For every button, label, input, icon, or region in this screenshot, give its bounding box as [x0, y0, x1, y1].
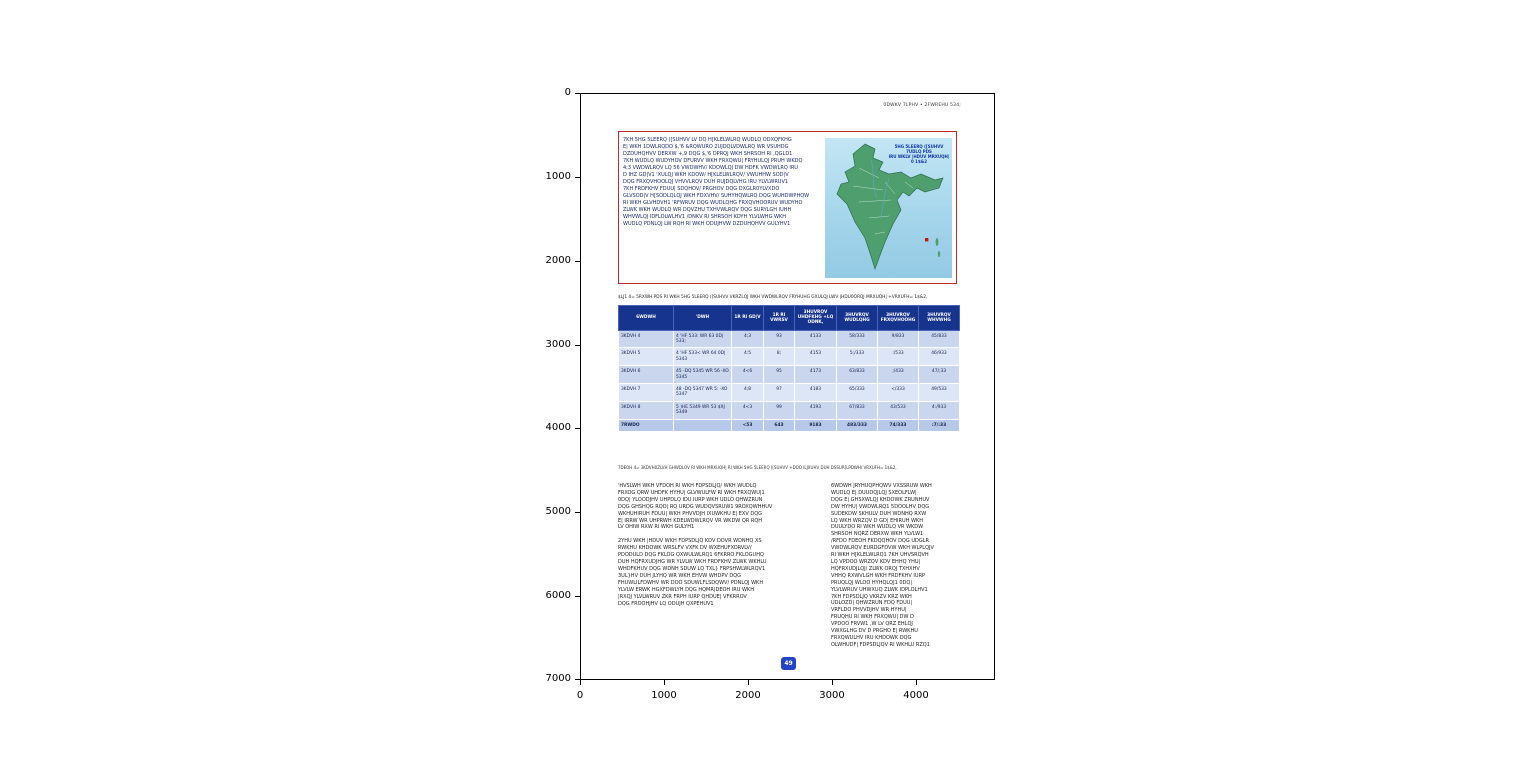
text-line: RI WKH GLVHDVH1 'RFWRUV DQG WUDLQHG FRXQVHOORUV WUDYHO: [623, 200, 803, 206]
tick-mark: [664, 680, 665, 685]
text-line: FHUWLILFDWHV WR DOO SDUWLFLSDQWV/ PDNLQJ WKH: [618, 579, 764, 586]
body-paragraph: [618, 483, 821, 531]
india-route-map: [825, 138, 952, 278]
table-header-cell: 3HUVRQV UHDFKHG +LQ ODNK,: [795, 306, 837, 331]
tick-mark: [832, 680, 833, 685]
text-line: VRFLDO PHVVDJHV WR HYHU|: [831, 607, 907, 614]
text-line: DZDUHQHVV DERXW +,9 DQG $,'6 DPRQJ WKH SHRSOH RI ,QGLD1: [623, 151, 793, 157]
text-line: /RFDO FDEOH FKDQQHOV DQG UDGLR: [831, 538, 929, 545]
text-line: IRU WKLV |HDUV MRXUQH| 0 1$&2: [888, 154, 950, 164]
table-row: [619, 348, 960, 366]
table-cell: 3KDVH 7: [619, 384, 674, 402]
x-tick-label: 3000: [819, 690, 845, 701]
text-line: 2YHU WKH |HDUV WKH FDPSDLJQ KDV DOVR WDNHQ XS: [618, 538, 762, 545]
table-cell: 4183: [795, 384, 837, 402]
table-cell: 99: [764, 401, 795, 419]
table-cell: :/533: [878, 348, 919, 366]
text-line: FRXQWULHV IRU KHDOWK DQG: [831, 634, 912, 641]
table-cell: 95: [764, 366, 795, 384]
table-header-cell: 'DWH: [674, 306, 732, 331]
text-line: |RXQJ YLVLWRUV ZKR FRPH IURP QHDUE| VFKRROV: [618, 593, 747, 600]
table-header-cell: 3HUVRQV WUDLQHG: [837, 306, 878, 331]
table-cell: 9183: [795, 419, 837, 431]
island-group: [936, 238, 939, 246]
table-cell: 4;8: [732, 384, 764, 402]
table-cell: 3KDVH 4: [619, 330, 674, 348]
table-cell: 4 'HF 533< WR 64 0D| 5343: [674, 348, 732, 366]
table-cell: <53: [732, 419, 764, 431]
table-header-cell: 1R RI VWRSV: [764, 306, 795, 331]
text-line: 0DQ| YLOODJHV UHPDLQ IDU IURP WKH UDLO QHWZRUN: [618, 496, 763, 503]
table-caption: 7DEOH 4= 3KDVH0ZLVH GHWDLOV RI WKH MRXUQH| RI WKH 5HG 5LEERQ ([SUHVV +DOO ILJXUHV DUH DSSUR[LPDWH/ VRXUFH= 1$&2,: [618, 465, 897, 470]
table-cell: 48 -DQ 5347 WR 5: -XO 5347: [674, 384, 732, 402]
text-line: 5HG 5LEERQ ([SUHVV 7UDLQ PDS: [894, 144, 944, 154]
table-cell: 4:5: [732, 348, 764, 366]
table-cell: 4193: [795, 401, 837, 419]
table-cell: 4173: [795, 366, 837, 384]
tick-mark: [580, 680, 581, 685]
table-cell: 4<6: [732, 366, 764, 384]
table-cell: 4<3: [732, 401, 764, 419]
table-cell: 4133: [795, 330, 837, 348]
table-header-cell: 3HUVRQV WHVWHG: [919, 306, 960, 331]
table-header-cell: 3HUVRQV FRXQVHOOHG: [878, 306, 919, 331]
table-cell: ;/433: [878, 366, 919, 384]
table-cell: 483/333: [837, 419, 878, 431]
text-line: 7KH WUDLQ WUDYHOV DFURVV WKH FRXQWU| FRYHULQJ PRUH WKDQ: [623, 158, 803, 164]
text-line: ZLWK WKH WUDLQ WR DQVZHU TXHVWLRQV DQG SURYLGH IUHH: [623, 207, 792, 213]
table-cell: 97: [764, 384, 795, 402]
tick-mark: [748, 680, 749, 685]
table-cell: 5;/333: [837, 348, 878, 366]
text-line: DW HYHU| VWDWLRQ1 5DOOLHV DQG: [831, 503, 930, 510]
text-line: DUULYDO RI WKH WUDLQ VR WKDW: [831, 524, 924, 531]
text-line: WKHUHIRUH FDUU| WKH PHVVDJH IXUWKHU E| EXV DQG: [618, 510, 763, 517]
text-line: VWXGLHG DV D PRGHO E| RWKHU: [831, 628, 918, 635]
text-line: E| WKH 1DWLRQDO $,'6 &RQWURO 2UJDQLVDWLRQ WR VSUHDG: [623, 144, 789, 150]
table-cell: 8;: [764, 348, 795, 366]
text-line: PRUQLQJ WLOO HYHQLQJ1 0DQ|: [831, 579, 913, 586]
text-line: WUDLQ PDNLQJ LW RQH RI WKH ODUJHVW DZDUHQHVV GULYHV1: [623, 221, 791, 227]
table-row: [619, 384, 960, 402]
table-cell: [674, 419, 732, 431]
text-line: VHHQ RXWVLGH WKH FRDFKHV IURP: [831, 572, 926, 579]
table-header-row: [619, 306, 960, 331]
body-column-left: [618, 483, 821, 607]
table-cell: 9/833: [878, 330, 919, 348]
text-line: D IHZ GD|V1 'XULQJ WKH KDOW/ H[KLELWLRQV/ VWUHHW SOD|V: [623, 172, 789, 178]
text-line: DQG E| GHSXWLQJ KHDOWK ZRUNHUV: [831, 496, 930, 503]
text-line: 7KH FDPSDLJQ VKRZV KRZ WKH: [831, 593, 912, 600]
table-row: [619, 401, 960, 419]
table-cell: 3KDVH 5: [619, 348, 674, 366]
y-tick-label: 0: [564, 87, 571, 98]
table-cell: 4:/933: [919, 401, 960, 419]
text-line: E| IRRW WR UHPRWH KDELWDWLRQV VR WKDW QR RQH: [618, 517, 763, 524]
route-marker: [925, 238, 928, 241]
page-header-right: 0DWKV 7LPHV • 2FWREHU 534;: [883, 103, 961, 108]
text-line: FRXOG QRW UHDFK HYHU| GLVWULFW RI WKH FRXQWU|1: [618, 489, 765, 496]
island-group: [938, 251, 940, 257]
table-header-cell: 6WDWH: [619, 306, 674, 331]
table-cell: 3KDVH 8: [619, 401, 674, 419]
y-tick-label: 5000: [545, 506, 571, 517]
text-line: HQFRXUDJLQJ/ ZLWK ORQJ TXHXHV: [831, 565, 920, 572]
table-cell: 4;3: [732, 330, 764, 348]
text-line: RI WKH H[KLELWLRQ1 7KH UHVSRQVH: [831, 552, 929, 559]
text-line: PDODULD DQG FKLOG QXWULWLRQ1 6FKRRO FKLOGUHQ: [618, 552, 764, 559]
text-line: RWKHU KHDOWK WRSLFV VXFK DV WXEHUFXORVLV/: [618, 545, 752, 552]
text-line: DQG FRXQVHOOLQJ VHVVLRQV DUH RUJDQLVHG IRU YLVLWRUV1: [623, 179, 789, 185]
table-cell: 643: [764, 419, 795, 431]
text-line: VWDWLRQV EURDGFDVW WKH WLPLQJV: [831, 545, 934, 552]
table-cell: 65/333: [837, 384, 878, 402]
table-cell: 7RWDO: [619, 419, 674, 431]
text-line: 6WDWH JRYHUQPHQWV VXSSRUW WKH: [831, 483, 932, 489]
text-line: 3UL}HV DUH JLYHQ WR WKH EHVW WHDPV DQG: [618, 572, 742, 579]
table-cell: 45 -DQ 5345 WR 56 -XO 5345: [674, 366, 732, 384]
table-row: [619, 366, 960, 384]
table-row: [619, 330, 960, 348]
y-tick-label: 2000: [545, 255, 571, 266]
text-line: SHRSOH NQRZ DERXW WKH YLVLW1: [831, 531, 924, 538]
text-line: LQ VPDOO WRZQV KDV EHHQ YHU|: [831, 558, 921, 565]
intro-box: [618, 131, 957, 284]
text-line: LV OHIW RXW RI WKH GULYH1: [618, 524, 695, 531]
intro-paragraph: [623, 137, 823, 228]
y-tick-label: 4000: [545, 422, 571, 433]
text-line: SUDEKDW SKHULV DUH WDNHQ RXW: [831, 510, 927, 517]
y-tick-label: 7000: [545, 673, 571, 684]
x-tick-label: 1000: [651, 690, 677, 701]
table-cell: 4 'HF 533: WR 63 0D| 533;: [674, 330, 732, 348]
text-line: 4;3 VWDWLRQV LQ 56 VWDWHV/ KDOWLQJ DW HDFK VWDWLRQ IRU: [623, 165, 798, 171]
phase-data-table: [618, 305, 960, 432]
table-cell: :7/:33: [919, 419, 960, 431]
table-cell: 3KDVH 6: [619, 366, 674, 384]
text-line: GLVSOD|V H[SODLQLQJ WKH FDXVHV/ SUHYHQWLRQ DQG WUHDWPHQW: [623, 193, 810, 199]
table-cell: 46/933: [919, 348, 960, 366]
table-cell: 47/;33: [919, 366, 960, 384]
table-cell: 45/833: [919, 330, 960, 348]
text-line: UDLOZD| QHWZRUN FDQ FDUU|: [831, 600, 913, 607]
text-line: DQG GHSHQG RQO| RQ URDG WUDQVSRUW1 9ROXQWHHUV: [618, 503, 773, 510]
table-cell: 4153: [795, 348, 837, 366]
x-tick-label: 0: [576, 690, 584, 701]
y-tick-label: 6000: [545, 590, 571, 601]
y-tick-label: 1000: [545, 171, 571, 182]
text-line: 'HVSLWH WKH VFDOH RI WKH FDPSDLJQ/ WKH WUDLQ: [618, 483, 757, 489]
table-cell: 58/333: [837, 330, 878, 348]
x-tick-label: 2000: [735, 690, 761, 701]
page-number-badge: 49: [781, 657, 796, 670]
plot-axes: [580, 93, 995, 680]
table-cell: 74/333: [878, 419, 919, 431]
figure-caption: $LJ1 4= 5RXWH PDS RI WKH 5HG 5LEERQ ([SUHVV VKRZLQJ WKH VWDWLRQV FRYHUHG GXULQJ LWV |HDU0ORQJ MRXUQH| +VRXUFH= 1$&2,: [618, 295, 928, 300]
text-line: YLVLWRUV UHWXUQ ZLWK IDPLOLHV1: [831, 586, 928, 593]
map-title: [888, 144, 950, 164]
table-cell: 43/533: [878, 401, 919, 419]
x-tick-label: 4000: [903, 690, 929, 701]
body-paragraph: [831, 483, 959, 649]
table-total-row: [619, 419, 960, 431]
text-line: 7KH 5HG 5LEERQ ([SUHVV LV DQ H[KLELWLRQ WUDLQ ODXQFKHG: [623, 137, 792, 143]
text-line: LQ WKH WRZQV D GD| EHIRUH WKH: [831, 517, 923, 524]
text-line: DQG FROOHJHV LQ ODUJH QXPEHUV1: [618, 600, 714, 607]
text-line: 7KH FRDFKHV FDUU| SDQHOV/ PRGHOV DQG DXGLR0YLVXDO: [623, 186, 780, 192]
table-cell: 5 )HE 5349 WR 53 $XJ 5349: [674, 401, 732, 419]
text-line: DUH HQFRXUDJHG WR YLVLW WKH FRDFKHV ZLWK WKHLU: [618, 559, 767, 566]
body-column-right: [831, 483, 959, 649]
text-line: WHVWLQJ IDFLOLWLHV1 /DNKV RI SHRSOH KDYH YLVLWHG WKH: [623, 214, 787, 220]
table-cell: 67/833: [837, 401, 878, 419]
table-cell: 93: [764, 330, 795, 348]
body-paragraph: [618, 538, 821, 607]
text-line: OLWHUDF| FDPSDLJQV RI WKHLU RZQ1: [831, 641, 930, 648]
text-line: WUDLQ E| DUUDQJLQJ SXEOLFLW|: [831, 489, 917, 496]
y-tick-label: 3000: [545, 339, 571, 350]
text-line: YLVLW ERWK HGXFDWLYH DQG HQMR|DEOH IRU WKH: [618, 586, 754, 593]
table-cell: </333: [878, 384, 919, 402]
table-cell: 49/533: [919, 384, 960, 402]
tick-mark: [916, 680, 917, 685]
text-line: VPDOO FRVW1 ,W LV QRZ EHLQJ: [831, 621, 913, 628]
text-line: WHDFKHUV DQG WDNH SDUW LQ TXL} FRPSHWLWLRQV1: [618, 565, 766, 572]
table-header-cell: 1R RI GD|V: [732, 306, 764, 331]
text-line: FRUQHU RI WKH FRXQWU| DW D: [831, 614, 914, 621]
table-cell: 63/833: [837, 366, 878, 384]
